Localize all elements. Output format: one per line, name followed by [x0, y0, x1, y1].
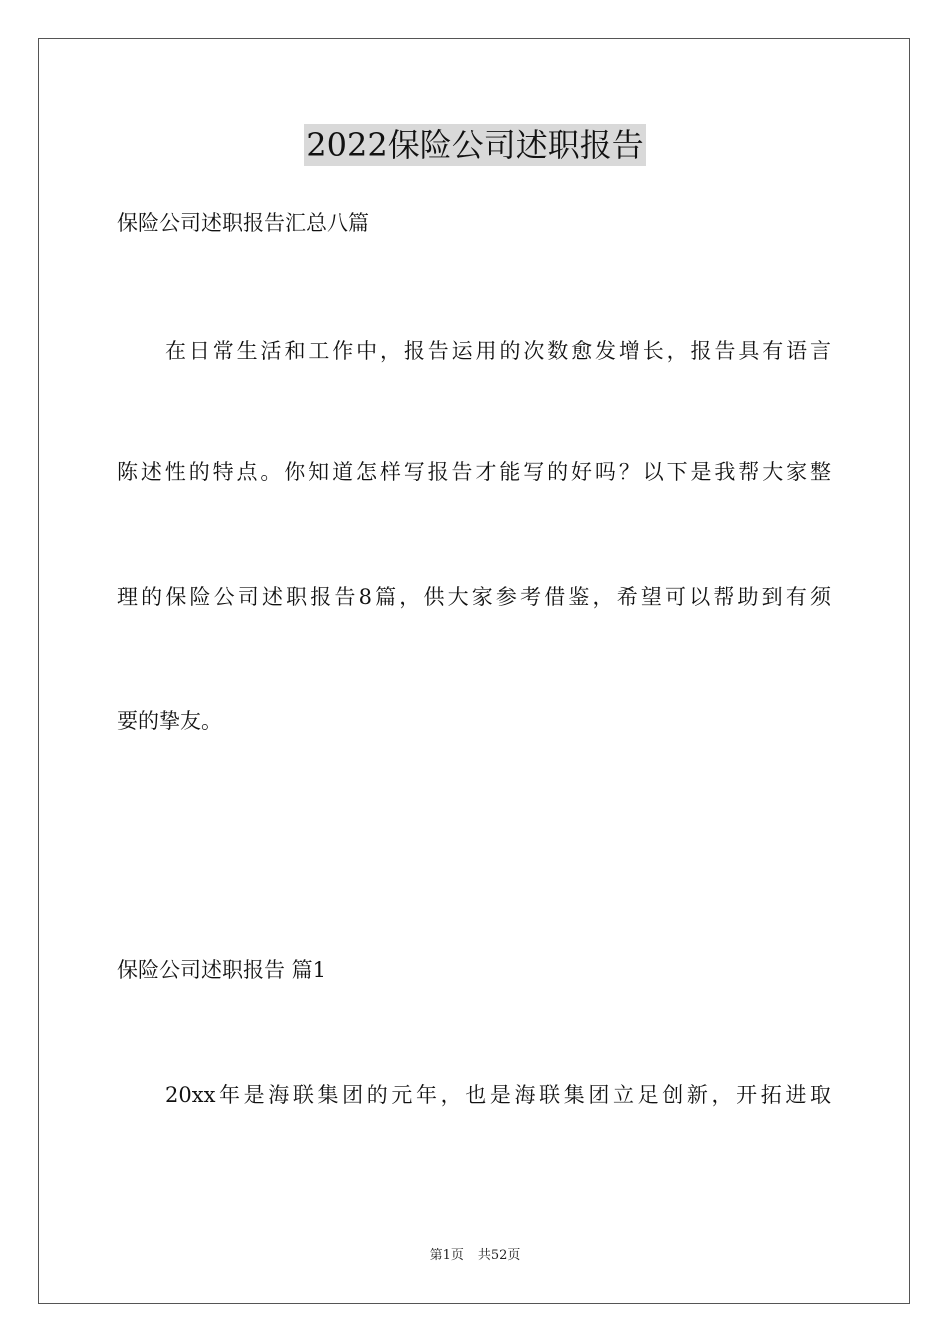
document-title: 2022保险公司述职报告	[306, 126, 644, 164]
intro-line-1: 在日常生活和工作中，报告运用的次数愈发增长，报告具有语言	[165, 339, 831, 363]
intro-line-2: 陈述性的特点。你知道怎样写报告才能写的好吗？以下是我帮大家整	[117, 460, 831, 484]
section-body-line-1: 20xx年是海联集团的元年，也是海联集团立足创新，开拓进取	[165, 1083, 831, 1107]
section-heading: 保险公司述职报告 篇1	[117, 958, 327, 982]
intro-line-4: 要的挚友。	[117, 709, 222, 733]
title-container	[0, 124, 950, 166]
page-number: 第1页	[429, 1248, 464, 1263]
page-total: 共52页	[477, 1248, 521, 1263]
page-footer	[0, 1247, 950, 1265]
intro-line-3: 理的保险公司述职报告8篇，供大家参考借鉴，希望可以帮助到有须	[117, 585, 831, 609]
document-subtitle: 保险公司述职报告汇总八篇	[117, 211, 369, 235]
